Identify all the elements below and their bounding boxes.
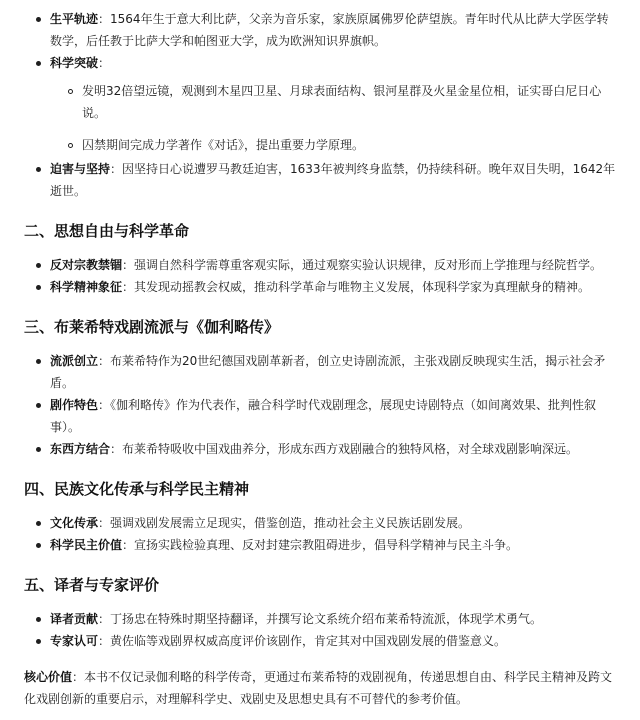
item-label: 流派创立: [50, 354, 99, 368]
section-heading: 四、民族文化传承与科学民主精神: [24, 480, 250, 498]
list-item: 流派创立：布莱希特作为20世纪德国戏剧革新者，创立史诗剧流派，主张戏剧反映现实生活，揭示社会矛盾。: [32, 350, 616, 394]
section-3-list: [32, 350, 616, 460]
section-heading: 五、译者与专家评价: [24, 576, 160, 594]
list-item: 科学民主价值：宣扬实践检验真理、反对封建宗教阻碍进步，倡导科学精神与民主斗争。: [32, 534, 616, 556]
section-heading: 三、布莱希特戏剧流派与《伽利略传》: [24, 318, 280, 336]
item-text: 1564年生于意大利比萨，父亲为音乐家，家族原属佛罗伦萨望族。青年时代从比萨大学医学转数学，后任教于比萨大学和帕图亚大学，成为欧洲知识界旗帜。: [50, 12, 609, 48]
item-text: 强调自然科学需尊重客观实际，通过观察实验认识规律，反对形而上学推理与经院哲学。: [134, 258, 603, 272]
list-item: 东西方结合：布莱希特吸收中国戏曲养分，形成东西方戏剧融合的独特风格，对全球戏剧影响深远。: [32, 438, 616, 460]
sub-list: [64, 80, 616, 156]
item-text: 宣扬实践检验真理、反对封建宗教阻碍进步，倡导科学精神与民主斗争。: [134, 538, 519, 552]
core-text: 本书不仅记录伽利略的科学传奇，更通过布莱希特的戏剧视角，传递思想自由、科学民主精神及跨文化戏剧创新的重要启示，对理解科学史、戏剧史及思想史具有不可替代的参考价值。: [24, 670, 613, 706]
section-2-list: [32, 254, 616, 298]
item-text: 《伽利略传》作为代表作，融合科学时代戏剧理念，展现史诗剧特点（如间离效果、批判性叙事）。: [50, 398, 597, 434]
item-label: 科学突破: [50, 56, 99, 70]
list-item: 迫害与坚持：因坚持日心说遭罗马教廷迫害，1633年被判终身监禁，仍持续科研。晚年双目失明，1642年逝世。: [32, 158, 616, 202]
item-text: 黄佐临等戏剧界权威高度评价该剧作，肯定其对中国戏剧发展的借鉴意义。: [110, 634, 507, 648]
section-4-list: [32, 512, 616, 556]
list-item: 科学精神象征：其发现动摇教会权威，推动科学革命与唯物主义发展，体现科学家为真理献身的精神。: [32, 276, 616, 298]
sub-list-item: 发明32倍望远镜，观测到木星四卫星、月球表面结构、银河星群及火星金星位相，证实哥白尼日心说。: [64, 80, 616, 124]
list-item: 科学突破： 发明32倍望远镜，观测到木星四卫星、月球表面结构、银河星群及火星金星位相，证实哥白尼日心说。 囚禁期间完成力学著作《对话》，提出重要力学原理。: [32, 52, 616, 156]
item-label: 科学精神象征: [50, 280, 123, 294]
item-text: 因坚持日心说遭罗马教廷迫害，1633年被判终身监禁，仍持续科研。晚年双目失明，1642年逝世。: [50, 162, 616, 198]
item-label: 剧作特色: [50, 398, 99, 412]
section-5-list: [32, 608, 616, 652]
list-item: 专家认可：黄佐临等戏剧界权威高度评价该剧作，肯定其对中国戏剧发展的借鉴意义。: [32, 630, 616, 652]
item-text: 布莱希特吸收中国戏曲养分，形成东西方戏剧融合的独特风格，对全球戏剧影响深远。: [122, 442, 579, 456]
list-item: 文化传承：强调戏剧发展需立足现实，借鉴创造，推动社会主义民族话剧发展。: [32, 512, 616, 534]
core-label: 核心价值: [24, 670, 73, 684]
section-heading: 二、思想自由与科学革命: [24, 222, 190, 240]
item-label: 文化传承: [50, 516, 99, 530]
item-text: 强调戏剧发展需立足现实，借鉴创造，推动社会主义民族话剧发展。: [110, 516, 471, 530]
item-label: 生平轨迹: [50, 12, 99, 26]
item-label: 译者贡献: [50, 612, 99, 626]
sub-list-item: 囚禁期间完成力学著作《对话》，提出重要力学原理。: [64, 134, 616, 156]
list-item: 生平轨迹：1564年生于意大利比萨，父亲为音乐家，家族原属佛罗伦萨望族。青年时代从比萨大学医学转数学，后任教于比萨大学和帕图亚大学，成为欧洲知识界旗帜。: [32, 8, 616, 52]
item-label: 东西方结合: [50, 442, 111, 456]
item-text: 丁扬忠在特殊时期坚持翻译，并撰写论文系统介绍布莱希特流派，体现学术勇气。: [110, 612, 543, 626]
item-label: 反对宗教禁锢: [50, 258, 123, 272]
list-item: 反对宗教禁锢：强调自然科学需尊重客观实际，通过观察实验认识规律，反对形而上学推理与经院哲学。: [32, 254, 616, 276]
item-text: 布莱希特作为20世纪德国戏剧革新者，创立史诗剧流派，主张戏剧反映现实生活，揭示社会矛盾。: [50, 354, 606, 390]
list-item: 剧作特色：《伽利略传》作为代表作，融合科学时代戏剧理念，展现史诗剧特点（如间离效果、批判性叙事）。: [32, 394, 616, 438]
list-item: 译者贡献：丁扬忠在特殊时期坚持翻译，并撰写论文系统介绍布莱希特流派，体现学术勇气。: [32, 608, 616, 630]
core-value-paragraph: 核心价值：本书不仅记录伽利略的科学传奇，更通过布莱希特的戏剧视角，传递思想自由、科学民主精神及跨文化戏剧创新的重要启示，对理解科学史、戏剧史及思想史具有不可替代的参考价值。: [24, 670, 613, 706]
section-1-list: [32, 8, 616, 202]
item-text: 其发现动摇教会权威，推动科学革命与唯物主义发展，体现科学家为真理献身的精神。: [134, 280, 591, 294]
item-label: 专家认可: [50, 634, 99, 648]
item-label: 科学民主价值: [50, 538, 123, 552]
item-label: 迫害与坚持: [50, 162, 111, 176]
